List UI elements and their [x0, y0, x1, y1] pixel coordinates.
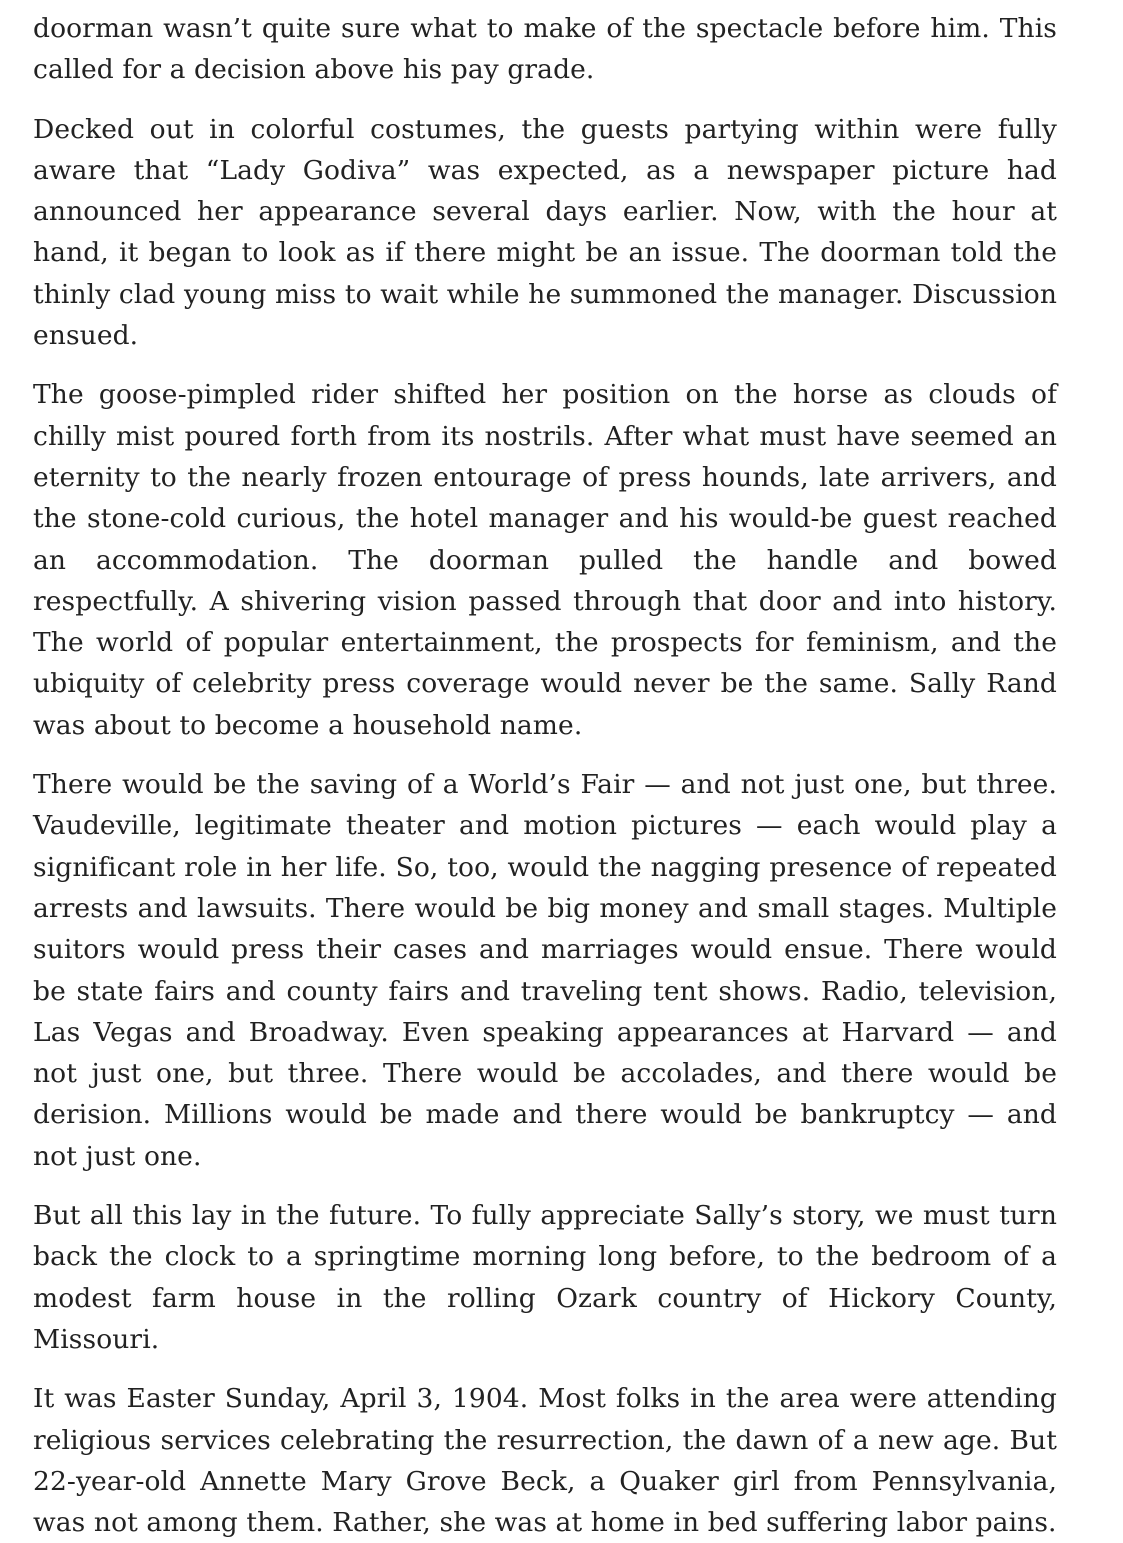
document-page — [33, 8, 1057, 1543]
paragraph-goose-pimpled-rider: The goose-pimpled rider shifted her position on the horse as clouds of chilly mist poured forth from its nostrils. After what must have seemed an eternity to the nearly frozen entourage of press hounds, late arrivers, and the stone-cold curious, the hotel manager and his would-be guest reached an accommodation. The doorman pulled the handle and bowed respectfully. A shivering vision passed through that door and into history. The world of popular entertainment, the prospects for feminism, and the ubiquity of celebrity press coverage would never be the same. Sally Rand was about to become a household name. — [33, 379, 1057, 741]
paragraph-costumed-guests: Decked out in colorful costumes, the guests partying within were fully aware that “Lady Godiva” was expected, as a newspaper picture had announced her appearance several days earlier. Now, with the hour at hand, it began to look as if there might be an issue. The doorman told the thinly clad young miss to wait while he summoned the manager. Discussion ensued. — [33, 113, 1057, 352]
paragraph-doorman-decision: doorman wasn’t quite sure what to make of the spectacle before him. This called for a decision above his pay grade. — [33, 13, 1057, 86]
paragraph-future-career: There would be the saving of a World’s Fair — and not just one, but three. Vaudeville, legitimate theater and motion pictures — each would play a significant role in her life. So, too, would the nagging presence of repeated arrests and lawsuits. There would be big money and small stages. Multiple suitors would press their cases and marriages would ensue. There would be state fairs and county fairs and traveling tent shows. Radio, television, Las Vegas and Broadway. Even speaking appearances at Harvard — and not just one, but three. There would be accolades, and there would be derision. Millions would be made and there would be bankruptcy — and not just one. — [33, 769, 1057, 1172]
paragraph-easter-sunday: It was Easter Sunday, April 3, 1904. Most folks in the area were attending religious services celebrating the resurrection, the dawn of a new age. But 22-year-old Annette Mary Grove Beck, a Quaker girl from Pennsylvania, was not among them. Rather, she was at home in bed suffering labor pains. — [33, 1383, 1057, 1539]
paragraph-turn-back-clock: But all this lay in the future. To fully appreciate Sally’s story, we must turn back the clock to a springtime morning long before, to the bedroom of a modest farm house in the rolling Ozark country of Hickory County, Missouri. — [33, 1200, 1057, 1355]
